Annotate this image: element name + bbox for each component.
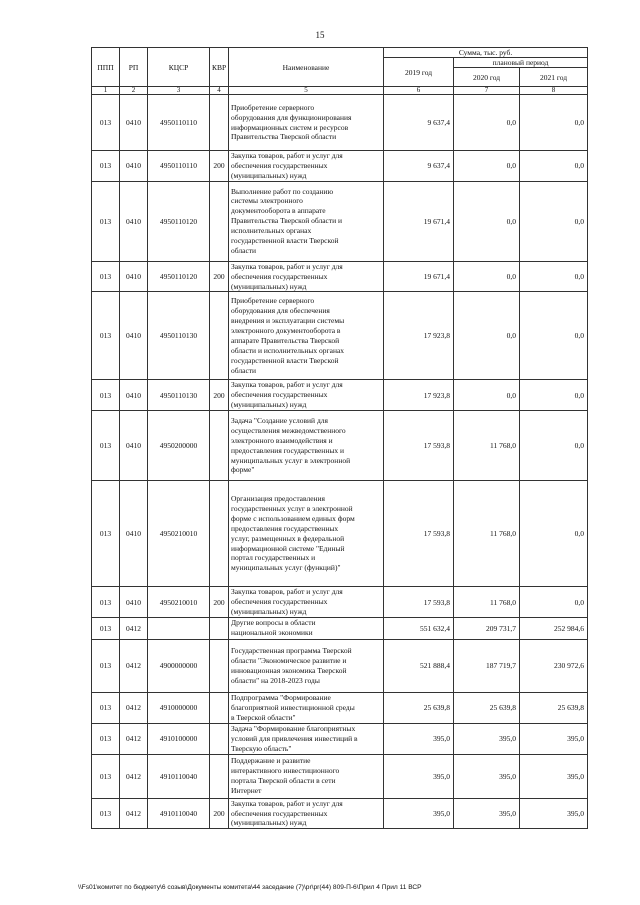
cell-kvr xyxy=(210,481,229,587)
cell-2021: 0,0 xyxy=(520,380,588,411)
table-row xyxy=(92,292,588,380)
cell-2020: 395,0 xyxy=(454,798,520,829)
cell-2021: 0,0 xyxy=(520,261,588,292)
table-row xyxy=(92,411,588,481)
cell-2021: 0,0 xyxy=(520,411,588,481)
cell-2021: 0,0 xyxy=(520,181,588,261)
cell-rp: 0410 xyxy=(120,181,148,261)
cell-rp: 0410 xyxy=(120,292,148,380)
cell-2020: 11 768,0 xyxy=(454,587,520,618)
cell-2020: 25 639,8 xyxy=(454,692,520,723)
table-row xyxy=(92,639,588,692)
cell-name: Другие вопросы в области национальной экономики xyxy=(229,617,384,639)
cell-2020: 0,0 xyxy=(454,95,520,151)
column-index: 4 xyxy=(210,87,229,95)
cell-2019: 19 671,4 xyxy=(384,181,454,261)
column-index-row xyxy=(92,87,588,95)
cell-name: Задача "Создание условий для осуществления межведомственного электронного взаимодействия и предоставления государственных и муниципальных услуг в электронной форме" xyxy=(229,411,384,481)
cell-kvr xyxy=(210,181,229,261)
cell-2020: 0,0 xyxy=(454,380,520,411)
cell-2021: 25 639,8 xyxy=(520,692,588,723)
table-row xyxy=(92,261,588,292)
header-2019: 2019 год xyxy=(384,58,454,87)
cell-rp: 0410 xyxy=(120,380,148,411)
cell-2020: 187 719,7 xyxy=(454,639,520,692)
cell-name: Приобретение серверного оборудования для функционирования информационных систем и ресурсов Правительства Тверской области xyxy=(229,95,384,151)
column-index: 8 xyxy=(520,87,588,95)
cell-rp: 0412 xyxy=(120,798,148,829)
cell-2021: 0,0 xyxy=(520,95,588,151)
cell-name: Поддержание и развитие интерактивного инвестиционного портала Тверской области в сети Интернет xyxy=(229,754,384,798)
cell-2020: 0,0 xyxy=(454,292,520,380)
cell-2019: 395,0 xyxy=(384,723,454,754)
cell-kcsr: 4950110130 xyxy=(148,380,210,411)
cell-kvr xyxy=(210,723,229,754)
cell-2019: 9 637,4 xyxy=(384,95,454,151)
table-row xyxy=(92,798,588,829)
cell-rp: 0412 xyxy=(120,617,148,639)
cell-2020: 395,0 xyxy=(454,723,520,754)
table-row xyxy=(92,95,588,151)
header-kvr: КВР xyxy=(210,48,229,87)
table-row xyxy=(92,181,588,261)
cell-kcsr xyxy=(148,617,210,639)
file-path-footer: \\Fs01\комитет по бюджету\6 созыв\Документы комитета\44 заседание (7)\pr\pr(44) 809-П-6\Прил 4 Прил 11 ВСР xyxy=(78,884,422,891)
cell-name: Выполнение работ по созданию системы электронного документооборота в аппарате Правительства Тверской области и исполнительных органах государственной власти Тверской области xyxy=(229,181,384,261)
cell-ppp: 013 xyxy=(92,481,120,587)
cell-2019: 9 637,4 xyxy=(384,151,454,182)
table-row xyxy=(92,754,588,798)
cell-kvr xyxy=(210,639,229,692)
cell-name: Закупка товаров, работ и услуг для обеспечения государственных (муниципальных) нужд xyxy=(229,261,384,292)
cell-ppp: 013 xyxy=(92,798,120,829)
cell-kcsr: 4950110120 xyxy=(148,181,210,261)
cell-ppp: 013 xyxy=(92,411,120,481)
cell-2019: 395,0 xyxy=(384,754,454,798)
cell-rp: 0410 xyxy=(120,481,148,587)
cell-rp: 0412 xyxy=(120,723,148,754)
cell-ppp: 013 xyxy=(92,587,120,618)
cell-ppp: 013 xyxy=(92,692,120,723)
header-kcsr: КЦСР xyxy=(148,48,210,87)
column-index: 7 xyxy=(454,87,520,95)
cell-2019: 17 593,8 xyxy=(384,587,454,618)
cell-2020: 0,0 xyxy=(454,261,520,292)
cell-name: Закупка товаров, работ и услуг для обеспечения государственных (муниципальных) нужд xyxy=(229,587,384,618)
table-row xyxy=(92,151,588,182)
cell-kcsr: 4950110120 xyxy=(148,261,210,292)
cell-2021: 0,0 xyxy=(520,151,588,182)
cell-ppp: 013 xyxy=(92,380,120,411)
cell-2020: 0,0 xyxy=(454,181,520,261)
cell-kcsr: 4950110130 xyxy=(148,292,210,380)
column-index: 1 xyxy=(92,87,120,95)
cell-2021: 0,0 xyxy=(520,587,588,618)
header-plan-period: плановый период xyxy=(454,58,588,68)
table-row xyxy=(92,617,588,639)
column-index: 2 xyxy=(120,87,148,95)
cell-kcsr: 4950110110 xyxy=(148,95,210,151)
cell-kvr xyxy=(210,95,229,151)
cell-name: Закупка товаров, работ и услуг для обеспечения государственных (муниципальных) нужд xyxy=(229,380,384,411)
cell-kcsr: 4910100000 xyxy=(148,723,210,754)
cell-ppp: 013 xyxy=(92,181,120,261)
column-index: 6 xyxy=(384,87,454,95)
table-row xyxy=(92,723,588,754)
cell-kvr: 200 xyxy=(210,261,229,292)
cell-ppp: 013 xyxy=(92,261,120,292)
cell-rp: 0410 xyxy=(120,411,148,481)
cell-2020: 11 768,0 xyxy=(454,481,520,587)
cell-ppp: 013 xyxy=(92,754,120,798)
cell-ppp: 013 xyxy=(92,292,120,380)
cell-kcsr: 4950110110 xyxy=(148,151,210,182)
cell-kvr xyxy=(210,692,229,723)
cell-2019: 25 639,8 xyxy=(384,692,454,723)
cell-kvr xyxy=(210,292,229,380)
cell-rp: 0412 xyxy=(120,754,148,798)
cell-kvr: 200 xyxy=(210,798,229,829)
cell-name: Закупка товаров, работ и услуг для обеспечения государственных (муниципальных) нужд xyxy=(229,151,384,182)
cell-2019: 395,0 xyxy=(384,798,454,829)
cell-2021: 395,0 xyxy=(520,798,588,829)
cell-rp: 0410 xyxy=(120,95,148,151)
page-number: 15 xyxy=(315,30,325,40)
table-row xyxy=(92,692,588,723)
cell-kcsr: 4910000000 xyxy=(148,692,210,723)
header-2020: 2020 год xyxy=(454,68,520,87)
cell-2019: 17 593,8 xyxy=(384,411,454,481)
cell-rp: 0412 xyxy=(120,639,148,692)
cell-kcsr: 4910110040 xyxy=(148,798,210,829)
cell-name: Задача "Формирование благоприятных условий для привлечения инвестиций в Тверскую область" xyxy=(229,723,384,754)
cell-ppp: 013 xyxy=(92,617,120,639)
table-row xyxy=(92,380,588,411)
cell-2019: 551 632,4 xyxy=(384,617,454,639)
cell-2021: 0,0 xyxy=(520,481,588,587)
cell-2019: 521 888,4 xyxy=(384,639,454,692)
header-name: Наименование xyxy=(229,48,384,87)
cell-name: Приобретение серверного оборудования для обеспечения внедрения и эксплуатации системы электронного документооборота в аппарате Правительства Тверской области и исполнительных органах государственной власти Тверской области xyxy=(229,292,384,380)
cell-kcsr: 4950200000 xyxy=(148,411,210,481)
cell-kvr xyxy=(210,617,229,639)
header-rp: РП xyxy=(120,48,148,87)
cell-kcsr: 4900000000 xyxy=(148,639,210,692)
cell-rp: 0412 xyxy=(120,692,148,723)
cell-2021: 395,0 xyxy=(520,723,588,754)
column-index: 3 xyxy=(148,87,210,95)
cell-kvr: 200 xyxy=(210,587,229,618)
cell-ppp: 013 xyxy=(92,151,120,182)
cell-2021: 395,0 xyxy=(520,754,588,798)
cell-ppp: 013 xyxy=(92,723,120,754)
cell-ppp: 013 xyxy=(92,95,120,151)
cell-name: Закупка товаров, работ и услуг для обеспечения государственных (муниципальных) нужд xyxy=(229,798,384,829)
cell-2020: 0,0 xyxy=(454,151,520,182)
cell-2019: 17 923,8 xyxy=(384,380,454,411)
cell-2020: 209 731,7 xyxy=(454,617,520,639)
cell-2019: 17 593,8 xyxy=(384,481,454,587)
cell-2019: 19 671,4 xyxy=(384,261,454,292)
cell-kvr xyxy=(210,411,229,481)
cell-rp: 0410 xyxy=(120,587,148,618)
cell-rp: 0410 xyxy=(120,261,148,292)
cell-name: Государственная программа Тверской области "Экономическое развитие и инновационная экономика Тверской области" на 2018-2023 годы xyxy=(229,639,384,692)
cell-kvr: 200 xyxy=(210,151,229,182)
cell-ppp: 013 xyxy=(92,639,120,692)
cell-kvr xyxy=(210,754,229,798)
cell-rp: 0410 xyxy=(120,151,148,182)
header-sum: Сумма, тыс. руб. xyxy=(384,48,588,58)
cell-2021: 230 972,6 xyxy=(520,639,588,692)
cell-2020: 11 768,0 xyxy=(454,411,520,481)
cell-2020: 395,0 xyxy=(454,754,520,798)
cell-kvr: 200 xyxy=(210,380,229,411)
cell-name: Организация предоставления государственных услуг в электронной форме с использованием единых форм предоставления государственных услуг, размещенных в федеральной информационной системе "Единый портал государственных и муниципальных услуг (функций)" xyxy=(229,481,384,587)
cell-2019: 17 923,8 xyxy=(384,292,454,380)
cell-2021: 0,0 xyxy=(520,292,588,380)
header-ppp: ППП xyxy=(92,48,120,87)
cell-kcsr: 4910110040 xyxy=(148,754,210,798)
cell-name: Подпрограмма "Формирование благоприятной инвестиционной среды в Тверской области" xyxy=(229,692,384,723)
budget-table xyxy=(91,47,588,829)
cell-2021: 252 984,6 xyxy=(520,617,588,639)
table-row xyxy=(92,587,588,618)
table-row xyxy=(92,481,588,587)
header-2021: 2021 год xyxy=(520,68,588,87)
column-index: 5 xyxy=(229,87,384,95)
cell-kcsr: 4950210010 xyxy=(148,481,210,587)
cell-kcsr: 4950210010 xyxy=(148,587,210,618)
